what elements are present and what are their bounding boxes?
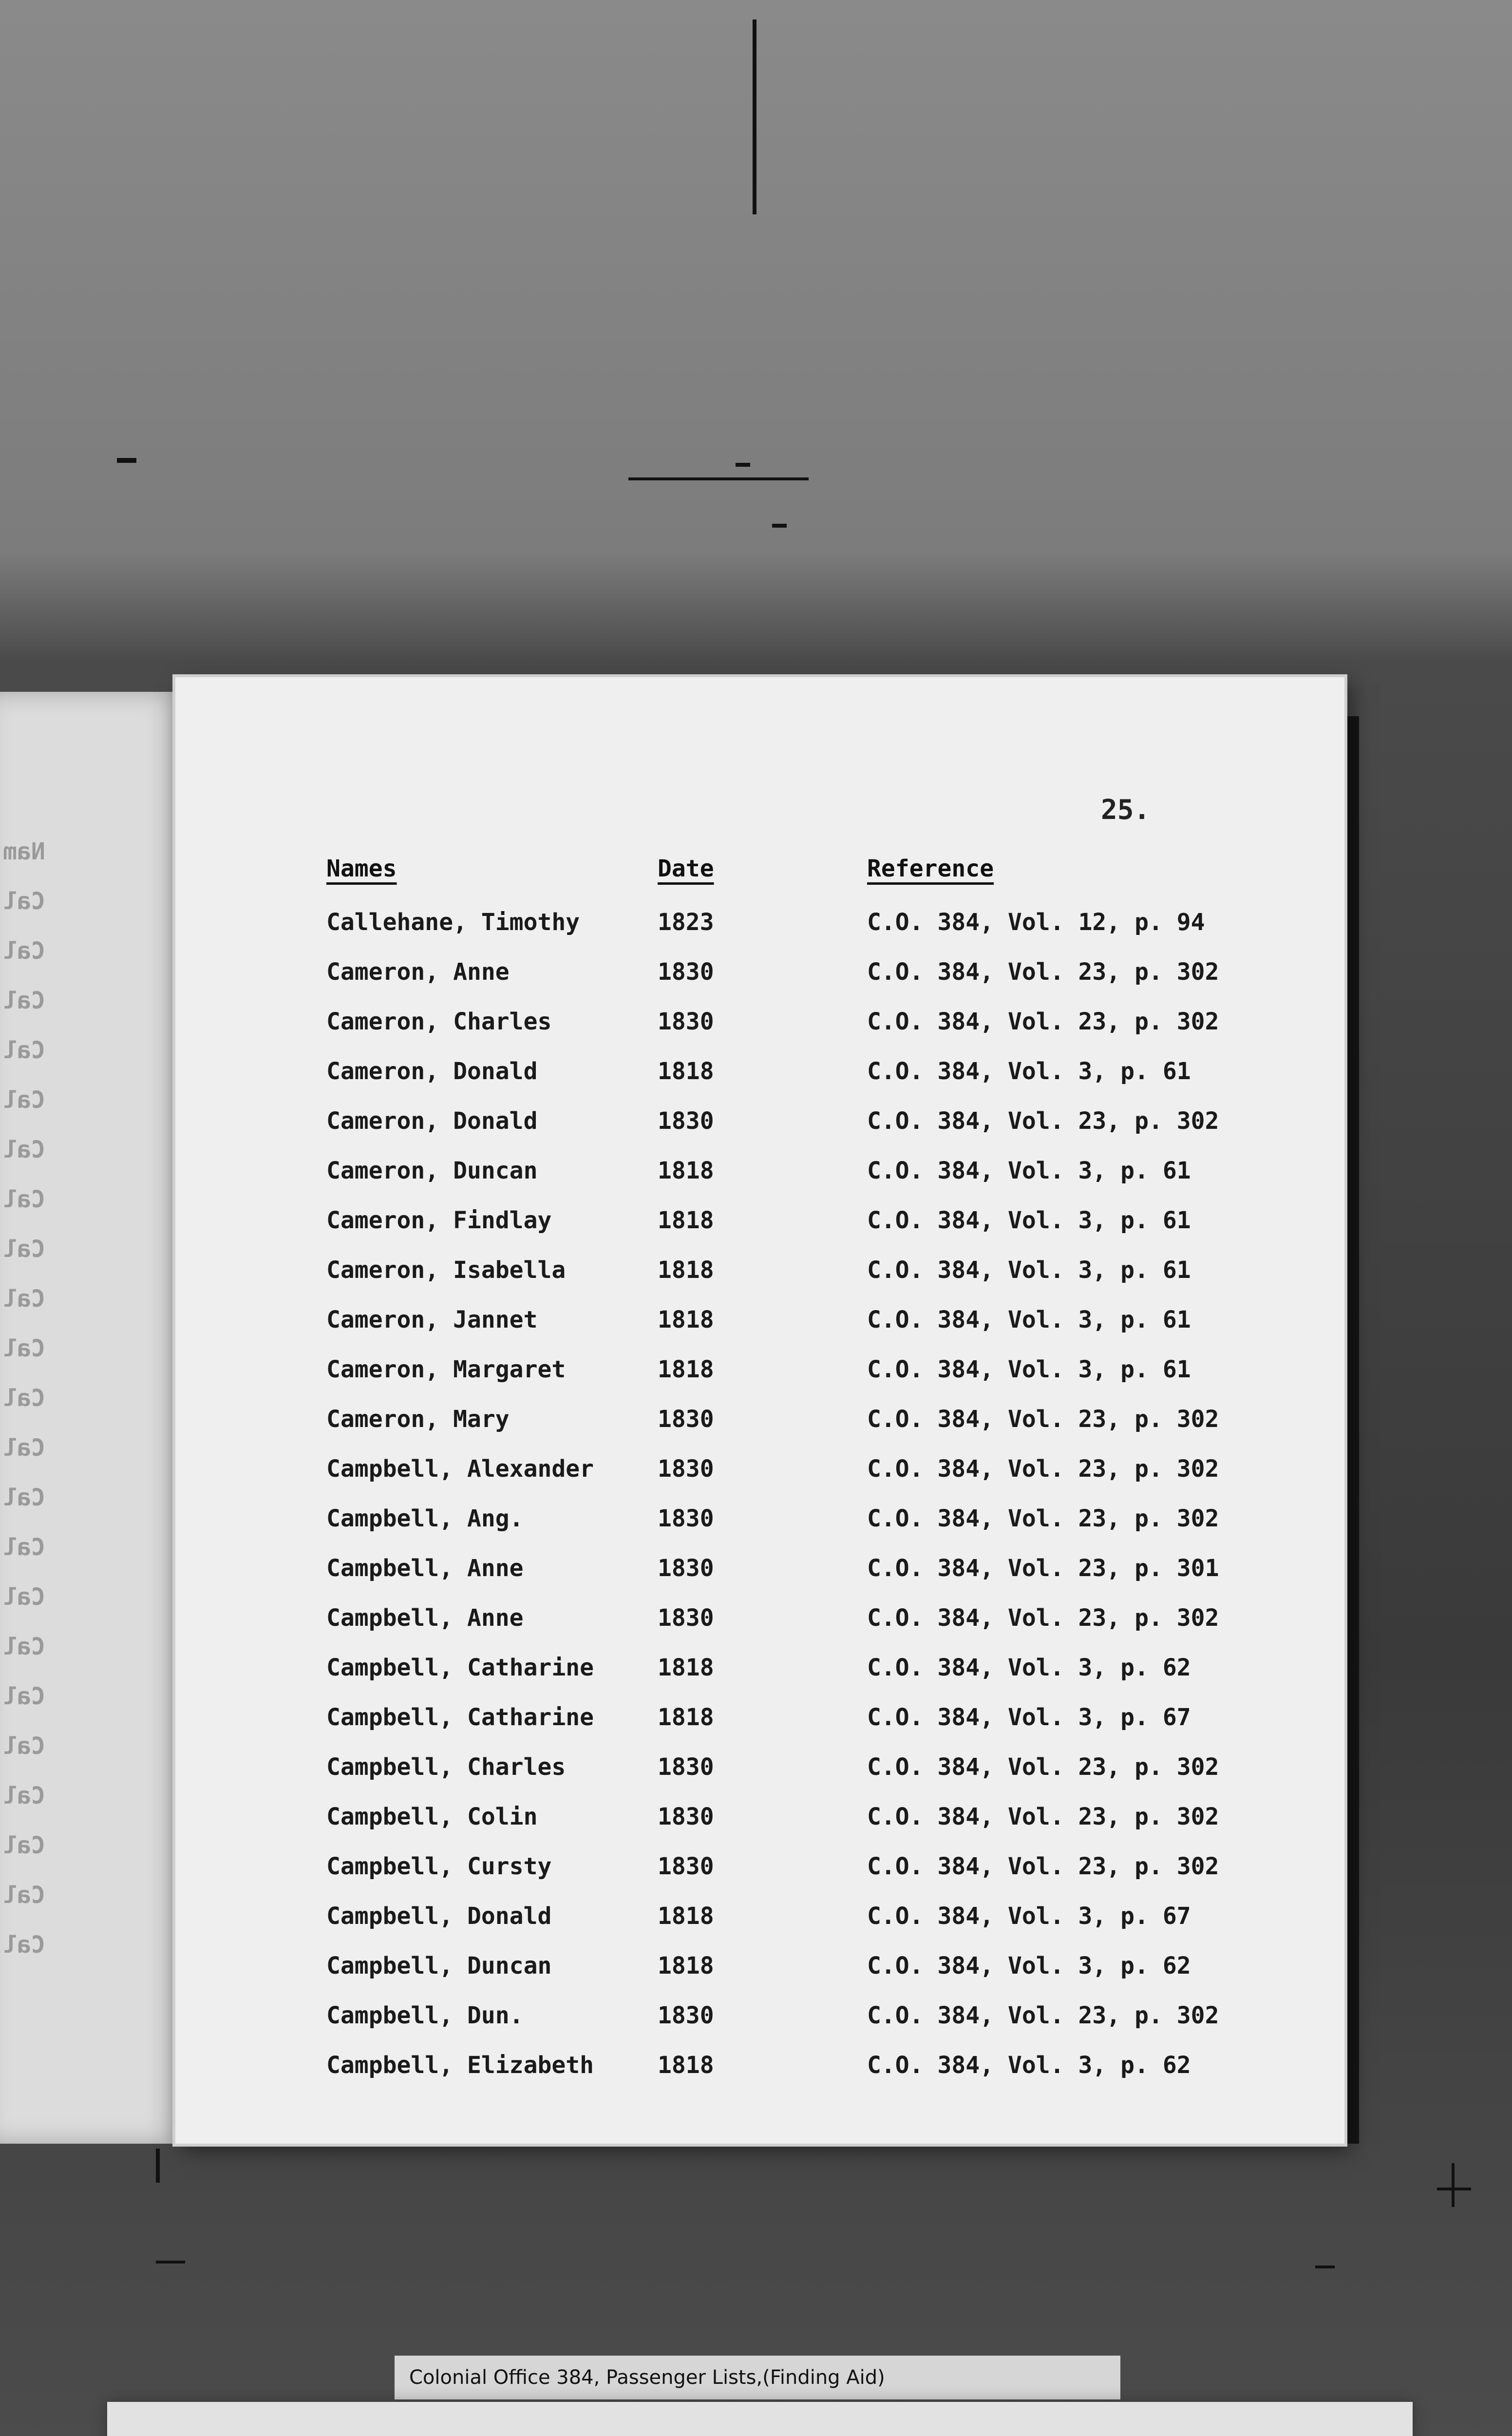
- entry-reference: C.O. 384, Vol. 3, p. 67: [867, 1704, 1191, 1731]
- entry-reference: C.O. 384, Vol. 23, p. 302: [867, 1853, 1219, 1880]
- entry-date: 1818: [658, 2052, 714, 2079]
- entry-name: Cameron, Mary: [326, 1406, 510, 1433]
- bleed-through-text: Cal: [3, 1832, 45, 1859]
- bleed-through-text: Cal: [3, 1732, 45, 1760]
- entry-reference: C.O. 384, Vol. 12, p. 94: [867, 909, 1205, 936]
- table-row: [175, 1505, 1344, 1554]
- registration-mark: [736, 463, 750, 467]
- entry-name: Campbell, Cursty: [326, 1853, 552, 1880]
- entry-reference: C.O. 384, Vol. 23, p. 302: [867, 1008, 1219, 1035]
- entry-name: Campbell, Elizabeth: [326, 2052, 594, 2079]
- table-row: [175, 1803, 1344, 1852]
- entry-reference: C.O. 384, Vol. 3, p. 61: [867, 1058, 1191, 1085]
- entry-name: Campbell, Dun.: [326, 2002, 524, 2029]
- entry-reference: C.O. 384, Vol. 23, p. 302: [867, 2002, 1219, 2029]
- entry-name: Cameron, Anne: [326, 958, 510, 986]
- registration-mark: [1315, 2265, 1335, 2268]
- entry-date: 1830: [658, 1604, 714, 1632]
- entry-name: Cameron, Isabella: [326, 1256, 566, 1284]
- entry-name: Campbell, Duncan: [326, 1952, 552, 1979]
- bleed-through-text: Cal: [3, 1683, 45, 1710]
- table-row: [175, 1704, 1344, 1752]
- entry-reference: C.O. 384, Vol. 23, p. 301: [867, 1555, 1219, 1582]
- bleed-through-text: Cal: [3, 1633, 45, 1660]
- entry-name: Cameron, Findlay: [326, 1207, 552, 1234]
- table-row: [175, 1107, 1344, 1156]
- table-row: [175, 1406, 1344, 1454]
- finding-aid-caption: [395, 2356, 1120, 2399]
- entry-date: 1830: [658, 958, 714, 986]
- bleed-through-text: Cal: [3, 1037, 45, 1064]
- entry-reference: C.O. 384, Vol. 3, p. 61: [867, 1356, 1191, 1383]
- column-header-names: Names: [326, 855, 397, 882]
- table-row: [175, 2052, 1344, 2100]
- entry-reference: C.O. 384, Vol. 3, p. 61: [867, 1207, 1191, 1234]
- bleed-through-text: Cal: [3, 987, 45, 1014]
- entry-name: Cameron, Margaret: [326, 1356, 566, 1383]
- registration-mark: [156, 2149, 160, 2183]
- entry-reference: C.O. 384, Vol. 3, p. 61: [867, 1306, 1191, 1333]
- table-row: [175, 1604, 1344, 1653]
- registration-mark: [753, 19, 756, 214]
- bleed-through-text: Cal: [3, 1882, 45, 1909]
- entry-date: 1823: [658, 909, 714, 936]
- entry-date: 1830: [658, 1853, 714, 1880]
- entry-date: 1818: [658, 1207, 714, 1234]
- entry-reference: C.O. 384, Vol. 23, p. 302: [867, 1604, 1219, 1632]
- entry-name: Campbell, Anne: [326, 1604, 524, 1632]
- entry-reference: C.O. 384, Vol. 23, p. 302: [867, 1505, 1219, 1532]
- entry-name: Campbell, Catharine: [326, 1654, 594, 1681]
- column-header-date: Date: [658, 855, 714, 882]
- entry-date: 1818: [658, 1058, 714, 1085]
- document-page: [175, 677, 1344, 2144]
- bleed-through-text: Cal: [3, 1782, 45, 1809]
- table-row: [175, 1853, 1344, 1902]
- table-row: [175, 1903, 1344, 1951]
- entry-name: Campbell, Catharine: [326, 1704, 594, 1731]
- entry-name: Campbell, Charles: [326, 1753, 566, 1781]
- entry-date: 1830: [658, 1803, 714, 1830]
- entry-reference: C.O. 384, Vol. 3, p. 62: [867, 2052, 1191, 2079]
- registration-mark: [772, 524, 787, 528]
- entry-name: Campbell, Alexander: [326, 1455, 594, 1483]
- bleed-through-text: Cal: [3, 1335, 45, 1362]
- entry-reference: C.O. 384, Vol. 3, p. 61: [867, 1256, 1191, 1284]
- table-row: [175, 1952, 1344, 2001]
- entry-date: 1830: [658, 2002, 714, 2029]
- entry-date: 1818: [658, 1903, 714, 1930]
- table-row: [175, 1256, 1344, 1305]
- table-row: [175, 1306, 1344, 1355]
- bleed-through-text: Cal: [3, 1583, 45, 1611]
- registration-mark: [156, 2261, 185, 2264]
- bleed-through-text: Cal: [3, 937, 45, 965]
- entry-reference: C.O. 384, Vol. 3, p. 62: [867, 1654, 1191, 1681]
- entry-date: 1818: [658, 1256, 714, 1284]
- entry-reference: C.O. 384, Vol. 23, p. 302: [867, 1107, 1219, 1135]
- entry-date: 1830: [658, 1505, 714, 1532]
- table-row: [175, 2002, 1344, 2051]
- entry-reference: C.O. 384, Vol. 23, p. 302: [867, 1803, 1219, 1830]
- entry-name: Campbell, Donald: [326, 1903, 552, 1930]
- bleed-through-text: Cal: [3, 1186, 45, 1213]
- bleed-through-text: Cal: [3, 1285, 45, 1313]
- entry-date: 1830: [658, 1406, 714, 1433]
- entry-reference: C.O. 384, Vol. 23, p. 302: [867, 1406, 1219, 1433]
- entry-name: Cameron, Jannet: [326, 1306, 538, 1333]
- entry-name: Campbell, Ang.: [326, 1505, 524, 1532]
- entry-date: 1818: [658, 1704, 714, 1731]
- entry-reference: C.O. 384, Vol. 3, p. 61: [867, 1157, 1191, 1184]
- entry-name: Cameron, Charles: [326, 1008, 552, 1035]
- caption-text: Colonial Office 384, Passenger Lists,(Finding Aid): [409, 2366, 885, 2389]
- entry-name: Cameron, Donald: [326, 1107, 538, 1135]
- entry-date: 1830: [658, 1555, 714, 1582]
- table-row: [175, 1356, 1344, 1405]
- registration-mark: [1452, 2163, 1455, 2207]
- entry-date: 1830: [658, 1455, 714, 1483]
- table-row: [175, 1058, 1344, 1106]
- table-row: [175, 909, 1344, 957]
- table-row: [175, 1207, 1344, 1256]
- entry-date: 1830: [658, 1753, 714, 1781]
- registration-mark: [628, 477, 809, 480]
- table-row: [175, 1753, 1344, 1802]
- bleed-through-text: Cal: [3, 1136, 45, 1163]
- bleed-through-text: Cal: [3, 888, 45, 915]
- bleed-through-text: Cal: [3, 1434, 45, 1462]
- entry-date: 1818: [658, 1306, 714, 1333]
- entry-reference: C.O. 384, Vol. 23, p. 302: [867, 958, 1219, 986]
- book-left-page: [0, 692, 192, 2144]
- entry-date: 1818: [658, 1952, 714, 1979]
- entry-reference: C.O. 384, Vol. 3, p. 67: [867, 1903, 1191, 1930]
- entry-name: Campbell, Colin: [326, 1803, 538, 1830]
- bleed-through-text: Cal: [3, 1236, 45, 1263]
- entry-name: Callehane, Timothy: [326, 909, 580, 936]
- entry-reference: C.O. 384, Vol. 23, p. 302: [867, 1753, 1219, 1781]
- table-row: [175, 1555, 1344, 1603]
- table-row: [175, 958, 1344, 1007]
- entry-name: Campbell, Anne: [326, 1555, 524, 1582]
- registration-mark: [117, 458, 136, 463]
- archives-label-card: [107, 2402, 1413, 2436]
- bleed-through-text: Cal: [3, 1385, 45, 1412]
- bleed-through-text: Cal: [3, 1931, 45, 1959]
- page-number: 25.: [1101, 794, 1151, 826]
- column-header-reference: Reference: [867, 855, 994, 882]
- bleed-through-text: Nam: [3, 838, 45, 865]
- entry-date: 1830: [658, 1107, 714, 1135]
- entry-date: 1818: [658, 1157, 714, 1184]
- bleed-through-text: Cal: [3, 1484, 45, 1511]
- bleed-through-text: Cal: [3, 1534, 45, 1561]
- entry-date: 1818: [658, 1654, 714, 1681]
- table-row: [175, 1654, 1344, 1703]
- entry-date: 1818: [658, 1356, 714, 1383]
- table-row: [175, 1157, 1344, 1206]
- entry-name: Cameron, Donald: [326, 1058, 538, 1085]
- entry-date: 1830: [658, 1008, 714, 1035]
- entry-reference: C.O. 384, Vol. 3, p. 62: [867, 1952, 1191, 1979]
- table-row: [175, 1455, 1344, 1504]
- bleed-through-text: Cal: [3, 1086, 45, 1114]
- entry-name: Cameron, Duncan: [326, 1157, 538, 1184]
- table-row: [175, 1008, 1344, 1057]
- entry-reference: C.O. 384, Vol. 23, p. 302: [867, 1455, 1219, 1483]
